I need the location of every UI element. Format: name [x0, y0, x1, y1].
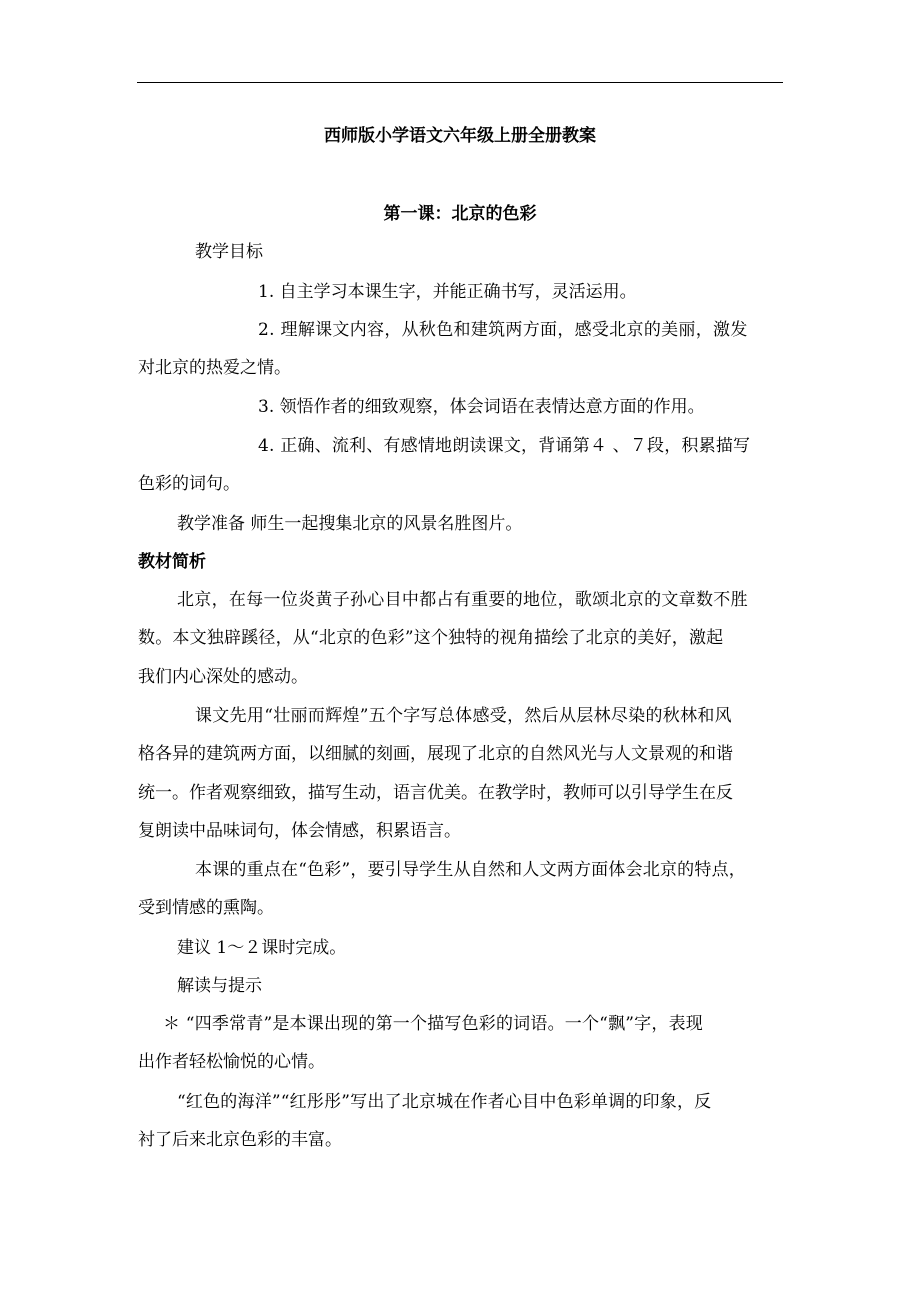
- lesson-title: 第一课：北京的色彩: [383, 204, 537, 224]
- analysis-line: 解读与提示: [177, 976, 262, 996]
- analysis-line: 北京，在每一位炎黄子孙心目中都占有重要的地位，歌颂北京的文章数不胜: [177, 590, 748, 610]
- analysis-line: 课文先用“壮丽而辉煌”五个字写总体感受，然后从层林尽染的秋林和风: [195, 706, 732, 726]
- analysis-line: 复朗读中品味词句，体会情感，积累语言。: [138, 821, 461, 841]
- analysis-line: 数。本文独辟蹊径，从“北京的色彩”这个独特的视角描绘了北京的美好，激起: [138, 628, 724, 648]
- analysis-line: 衬了后来北京色彩的丰富。: [138, 1130, 342, 1150]
- objective-line: 4. 正确、流利、有感情地朗读课文，背诵第４ 、７段，积累描写: [258, 436, 751, 456]
- analysis-line: 出作者轻松愉悦的心情。: [138, 1052, 325, 1072]
- analysis-line: 我们内心深处的感动。: [138, 667, 308, 687]
- analysis-line: 受到情感的熏陶。: [138, 898, 274, 918]
- objective-line: 2. 理解课文内容，从秋色和建筑两方面，感受北京的美丽，激发: [258, 320, 748, 340]
- objective-line: 3. 领悟作者的细致观察，体会词语在表情达意方面的作用。: [258, 397, 705, 417]
- analysis-line: 统一。作者观察细致，描写生动，语言优美。在教学时，教师可以引导学生在反: [138, 783, 733, 803]
- objective-line: 对北京的热爱之情。: [138, 358, 291, 378]
- header-rule: [137, 82, 783, 83]
- analysis-line: “红色的海洋”“红彤彤”写出了北京城在作者心目中色彩单调的印象，反: [177, 1092, 712, 1112]
- document-title: 西师版小学语文六年级上册全册教案: [324, 126, 596, 146]
- objective-line: 色彩的词句。: [138, 474, 240, 494]
- analysis-line: 建议 1～２课时完成。: [177, 938, 347, 958]
- analysis-line: 格各异的建筑两方面，以细腻的刻画，展现了北京的自然风光与人文景观的和谐: [138, 744, 733, 764]
- objectives-heading: 教学目标: [195, 242, 263, 262]
- analysis-line: 本课的重点在“色彩”，要引导学生从自然和人文两方面体会北京的特点，: [195, 860, 746, 880]
- objective-line: 1. 自主学习本课生字，并能正确书写，灵活运用。: [258, 282, 637, 302]
- teaching-preparation: 教学准备 师生一起搜集北京的风景名胜图片。: [177, 514, 523, 534]
- analysis-line: ＊ “四季常青”是本课出现的第一个描写色彩的词语。一个“飘”字，表现: [163, 1014, 703, 1034]
- analysis-heading: 教材简析: [138, 552, 206, 572]
